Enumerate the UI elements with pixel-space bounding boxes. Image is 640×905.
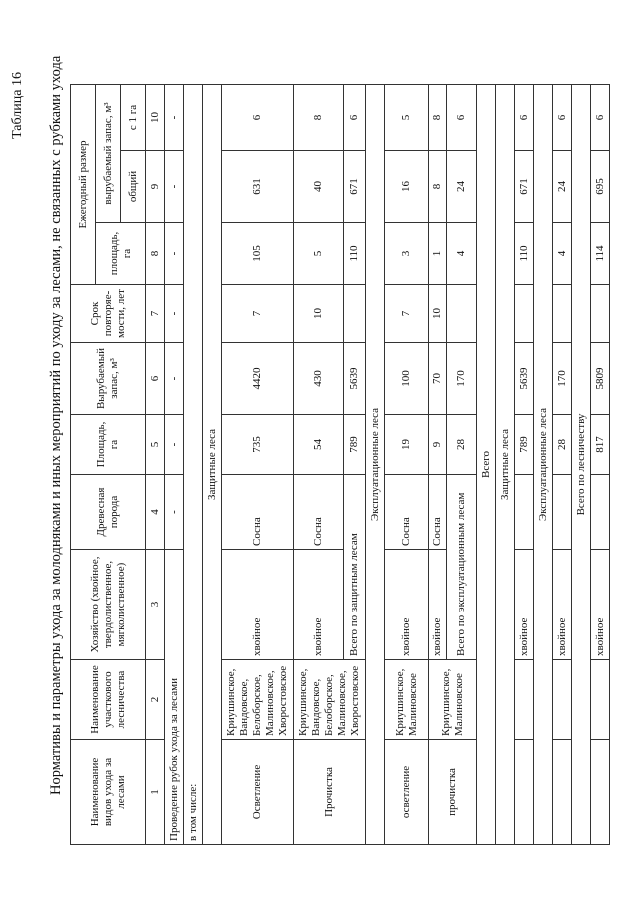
cell-farm: хвойное <box>385 550 429 660</box>
cell-forestry: Криушинское, Вандовское, Белоборское, Малиновское, Хворостовское <box>222 660 294 740</box>
cell-forestry: Криушинское, Вандовское, Белоборское, Малиновское, Хворостовское <box>294 660 366 740</box>
cell-ann-area: 114 <box>591 223 610 285</box>
dash: - <box>165 223 184 285</box>
cell-ann-per-ha: 6 <box>222 84 294 150</box>
table-row <box>515 84 534 844</box>
cell-stock: 5809 <box>591 343 610 415</box>
dash: - <box>165 285 184 343</box>
cell-ann-area: 110 <box>344 223 366 285</box>
cell-area: 735 <box>222 415 294 475</box>
header-c10: с 1 га <box>121 84 146 150</box>
section-label-total: Всего <box>477 84 496 844</box>
including-label: в том числе: <box>184 84 203 844</box>
header-c3: Хозяйство (хвойное, твердолиственное, мягколиственное) <box>71 550 146 660</box>
col-num: 3 <box>146 550 165 660</box>
cell-area: 789 <box>515 415 534 475</box>
cell-period: 7 <box>222 285 294 343</box>
cell-ann-area: 4 <box>447 223 477 285</box>
col-num: 1 <box>146 740 165 845</box>
cell-period: 10 <box>429 285 447 343</box>
table-row <box>477 84 496 844</box>
table-row <box>385 84 429 844</box>
cell-ann-area: 3 <box>385 223 429 285</box>
section-header: Проведение рубок ухода за лесами <box>165 550 184 845</box>
cell-stock: 4420 <box>222 343 294 415</box>
cell-type: осветление <box>385 740 429 845</box>
cell-stock: 430 <box>294 343 344 415</box>
cell-stock: 100 <box>385 343 429 415</box>
dash: - <box>165 415 184 475</box>
cell-farm: хвойное <box>553 550 572 660</box>
page-title: Нормативы и параметры ухода за молодняками и иных мероприятий по уходу за лесами, не связанных с рубками ухода <box>48 55 64 795</box>
cell-ann-per-ha: 8 <box>294 84 344 150</box>
cell-ann-per-ha: 5 <box>385 84 429 150</box>
cell-farm: хвойное <box>294 550 344 660</box>
cell-ann-total: 8 <box>429 151 447 223</box>
cell-ann-per-ha: 8 <box>429 84 447 150</box>
cell-ann-area: 110 <box>515 223 534 285</box>
cell-area: 789 <box>344 415 366 475</box>
cell-area: 28 <box>447 415 477 475</box>
table-row <box>222 84 294 844</box>
header-c6: Вырубаемый запас, м³ <box>71 343 146 415</box>
dash: - <box>165 343 184 415</box>
dash: - <box>165 475 184 550</box>
col-num: 9 <box>146 151 165 223</box>
cell-area: 54 <box>294 415 344 475</box>
cell-period: 10 <box>294 285 344 343</box>
table-row <box>203 84 222 844</box>
section-label-exploitation: Эксплуатационные леса <box>366 84 385 844</box>
cell-farm: хвойное <box>515 550 534 660</box>
cell-ann-per-ha: 6 <box>447 84 477 150</box>
header-c8: площадь, га <box>96 223 146 285</box>
cell-stock: 170 <box>553 343 572 415</box>
cell-ann-total: 40 <box>294 151 344 223</box>
table-row <box>534 84 553 844</box>
col-num: 6 <box>146 343 165 415</box>
section-label-total-protective: Защитные леса <box>496 84 515 844</box>
cell-forestry: Криушинское, Малиновское <box>429 660 477 740</box>
col-num: 2 <box>146 660 165 740</box>
cell-species: Сосна <box>385 475 429 550</box>
cell-ann-total: 16 <box>385 151 429 223</box>
table-row <box>429 84 447 844</box>
table-row <box>184 84 203 844</box>
section-label-total-forestry: Всего по лесничеству <box>572 84 591 844</box>
cell-ann-per-ha: 6 <box>515 84 534 150</box>
header-c2: Наименование участкового лесничества <box>71 660 146 740</box>
table-number: Таблица 16 <box>10 72 25 139</box>
cell-ann-area: 1 <box>429 223 447 285</box>
cell-ann-per-ha: 6 <box>553 84 572 150</box>
cell-type: Прочистка <box>294 740 366 845</box>
cell-forestry: Криушинское, Малиновское <box>385 660 429 740</box>
section-label-protective: Защитные леса <box>203 84 222 844</box>
cell-type: Осветление <box>222 740 294 845</box>
cell-stock: 5639 <box>515 343 534 415</box>
table-row <box>294 84 344 844</box>
cell-total-label: Всего по эксплуатационным лесам <box>447 475 477 660</box>
cell-ann-area: 105 <box>222 223 294 285</box>
header-felled: вырубаемый запас, м³ <box>96 84 121 222</box>
header-c4: Древесная порода <box>71 475 146 550</box>
cell-ann-total: 24 <box>553 151 572 223</box>
dash: - <box>165 84 184 150</box>
cell-period: 7 <box>385 285 429 343</box>
table-row <box>553 84 572 844</box>
cell-ann-per-ha: 6 <box>344 84 366 150</box>
cell-total-label: Всего по защитным лесам <box>344 475 366 660</box>
forestry-table <box>70 84 610 845</box>
cell-area: 19 <box>385 415 429 475</box>
table-row <box>165 84 184 844</box>
header-row-1 <box>71 84 96 844</box>
col-num: 7 <box>146 285 165 343</box>
section-label-total-exploitation: Эксплуатационные леса <box>534 84 553 844</box>
cell-ann-total: 671 <box>515 151 534 223</box>
cell-area: 817 <box>591 415 610 475</box>
cell-ann-total: 695 <box>591 151 610 223</box>
col-num: 5 <box>146 415 165 475</box>
col-num: 4 <box>146 475 165 550</box>
col-num: 8 <box>146 223 165 285</box>
col-num: 10 <box>146 84 165 150</box>
cell-species: Сосна <box>429 475 447 550</box>
dash: - <box>165 151 184 223</box>
cell-stock: 170 <box>447 343 477 415</box>
header-c7: Срок повторяе-мости, лет <box>71 285 146 343</box>
cell-species: Сосна <box>294 475 344 550</box>
cell-area: 28 <box>553 415 572 475</box>
table-row <box>591 84 610 844</box>
cell-ann-total: 631 <box>222 151 294 223</box>
cell-species: Сосна <box>222 475 294 550</box>
cell-stock: 5639 <box>344 343 366 415</box>
cell-farm: хвойное <box>222 550 294 660</box>
table-row <box>366 84 385 844</box>
cell-ann-per-ha: 6 <box>591 84 610 150</box>
cell-type: прочистка <box>429 740 477 845</box>
header-annual: Ежегодный размер <box>71 84 96 284</box>
cell-farm: хвойное <box>429 550 447 660</box>
cell-ann-total: 24 <box>447 151 477 223</box>
col-numbers-row <box>146 84 165 844</box>
cell-ann-total: 671 <box>344 151 366 223</box>
table-row <box>572 84 591 844</box>
header-c1: Наименование видов ухода за лесами <box>71 740 146 845</box>
header-c9: общий <box>121 151 146 223</box>
table-row <box>496 84 515 844</box>
cell-ann-area: 5 <box>294 223 344 285</box>
cell-farm: хвойное <box>591 550 610 660</box>
cell-ann-area: 4 <box>553 223 572 285</box>
cell-area: 9 <box>429 415 447 475</box>
header-c5: Площадь, га <box>71 415 146 475</box>
cell-stock: 70 <box>429 343 447 415</box>
